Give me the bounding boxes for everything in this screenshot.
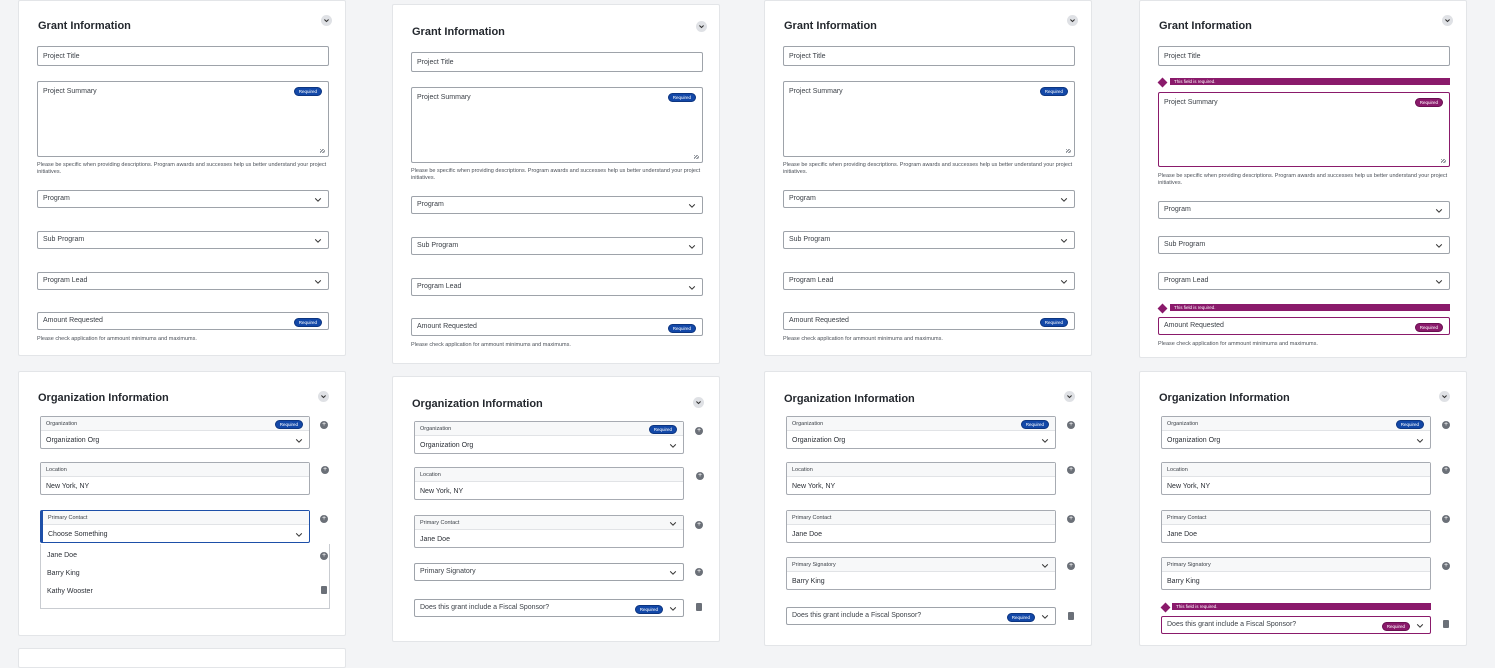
program-label: Program (789, 195, 816, 202)
organization-select[interactable] (40, 416, 310, 449)
program-lead-label: Program Lead (417, 283, 462, 290)
primary-contact-select[interactable] (786, 510, 1056, 543)
sub-program-label: Sub Program (1164, 241, 1206, 248)
location-input[interactable] (786, 462, 1056, 495)
project-summary-textarea[interactable] (783, 81, 1075, 157)
collapse-chevron-icon[interactable] (1439, 391, 1450, 402)
collapse-chevron-icon[interactable] (1442, 15, 1453, 26)
variant-column-2 (392, 0, 720, 654)
add-organization-icon[interactable]: + (1443, 421, 1449, 428)
primary-contact-select-open[interactable] (40, 510, 310, 543)
organization-label: Organization (1167, 421, 1199, 427)
card-title: Grant Information (412, 26, 505, 38)
program-select[interactable] (1158, 201, 1450, 219)
add-location-icon[interactable]: + (322, 466, 328, 473)
chevron-down-icon (688, 243, 696, 251)
primary-contact-label: Primary Contact (1167, 515, 1207, 521)
required-badge: Required (635, 605, 663, 614)
program-label: Program (1164, 206, 1191, 213)
organization-information-card (764, 371, 1092, 646)
required-badge: Required (649, 425, 677, 434)
next-card (18, 648, 346, 668)
program-lead-select[interactable] (411, 278, 703, 296)
project-title-input[interactable] (783, 46, 1075, 66)
program-lead-label: Program Lead (43, 277, 88, 284)
amount-requested-input[interactable] (783, 312, 1075, 330)
amount-help-text: Please check application for ammount minimums and maximums. (37, 336, 197, 342)
program-select[interactable] (783, 190, 1075, 208)
project-title-input[interactable] (411, 52, 703, 72)
organization-label: Organization (420, 426, 452, 432)
location-label: Location (1167, 467, 1188, 473)
collapse-chevron-icon[interactable] (318, 391, 329, 402)
primary-contact-value: Jane Doe (792, 531, 822, 538)
chevron-down-icon (669, 520, 677, 528)
sub-program-label: Sub Program (417, 242, 459, 249)
add-organization-icon[interactable]: + (321, 421, 327, 428)
required-badge: Required (1040, 318, 1068, 327)
required-badge: Required (1007, 613, 1035, 622)
sub-program-label: Sub Program (789, 236, 831, 243)
required-badge: Required (668, 324, 696, 333)
required-badge: Required (1396, 420, 1424, 429)
project-summary-label: Project Summary (43, 88, 97, 95)
organization-information-card (392, 376, 720, 642)
primary-contact-dropdown (40, 544, 330, 609)
program-lead-select[interactable] (783, 272, 1075, 290)
organization-value: Organization Org (1167, 437, 1221, 444)
chevron-down-icon (314, 278, 322, 286)
grant-information-card (392, 4, 720, 364)
organization-information-card (1139, 371, 1467, 646)
program-label: Program (417, 201, 444, 208)
variant-column-3 (764, 0, 1092, 654)
primary-contact-label: Primary Contact (48, 515, 88, 521)
program-select[interactable] (411, 196, 703, 214)
chevron-down-icon (1416, 622, 1424, 630)
location-label: Location (420, 472, 441, 478)
required-badge-error: Required (1382, 622, 1410, 631)
add-location-icon[interactable]: + (1443, 466, 1449, 473)
resize-handle-icon[interactable] (320, 149, 325, 153)
document-icon[interactable] (696, 603, 702, 611)
sub-program-select[interactable] (1158, 236, 1450, 254)
organization-select[interactable] (414, 421, 684, 454)
program-lead-select[interactable] (1158, 272, 1450, 290)
amount-requested-label: Amount Requested (789, 317, 849, 324)
variant-column-1 (18, 0, 346, 654)
required-badge: Required (1021, 420, 1049, 429)
organization-label: Organization (792, 421, 824, 427)
add-contact-icon[interactable]: + (1443, 515, 1449, 522)
organization-label: Organization (46, 421, 78, 427)
chevron-down-icon (1041, 437, 1049, 445)
sub-program-select[interactable] (783, 231, 1075, 249)
location-input[interactable] (1161, 462, 1431, 495)
location-value: New York, NY (792, 483, 836, 490)
amount-help-text: Please check application for ammount minimums and maximums. (411, 342, 571, 348)
project-summary-label: Project Summary (417, 94, 471, 101)
primary-signatory-label: Primary Signatory (1167, 562, 1211, 568)
fiscal-sponsor-select[interactable] (786, 607, 1056, 625)
chevron-down-icon (314, 237, 322, 245)
required-badge: Required (668, 93, 696, 102)
card-title: Grant Information (784, 20, 877, 32)
fiscal-sponsor-label: Does this grant include a Fiscal Sponsor? (1167, 621, 1297, 628)
primary-contact-select[interactable] (1161, 510, 1431, 543)
location-label: Location (46, 467, 67, 473)
project-summary-label: Project Summary (1164, 99, 1218, 106)
resize-handle-icon[interactable] (1066, 149, 1071, 153)
chevron-down-icon (295, 437, 303, 445)
chevron-down-icon (1041, 613, 1049, 621)
chevron-down-icon (1435, 207, 1443, 215)
primary-contact-label: Primary Contact (792, 515, 832, 521)
error-message: This field is required. (1172, 603, 1431, 610)
project-title-label: Project Title (43, 53, 80, 60)
program-select[interactable] (37, 190, 329, 208)
chevron-down-icon (1435, 278, 1443, 286)
location-label: Location (792, 467, 813, 473)
chevron-down-icon (1435, 242, 1443, 250)
add-signatory-icon[interactable]: + (696, 568, 702, 575)
summary-help-text: Please be specific when providing descriptions. Program awards and successes help us better understand your project initiatives. (1158, 173, 1448, 186)
collapse-chevron-icon[interactable] (1067, 15, 1078, 26)
sub-program-label: Sub Program (43, 236, 85, 243)
add-signatory-icon[interactable]: + (1443, 562, 1449, 569)
amount-help-text: Please check application for ammount minimums and maximums. (783, 336, 943, 342)
primary-signatory-select[interactable] (1161, 557, 1431, 590)
collapse-chevron-icon[interactable] (696, 21, 707, 32)
amount-requested-label: Amount Requested (417, 323, 477, 330)
error-icon (1158, 304, 1168, 314)
card-title: Organization Information (1159, 392, 1290, 404)
program-label: Program (43, 195, 70, 202)
location-value: New York, NY (420, 488, 464, 495)
project-summary-textarea[interactable] (411, 87, 703, 163)
grant-information-card (1139, 0, 1467, 358)
chevron-down-icon (688, 284, 696, 292)
required-badge: Required (294, 87, 322, 96)
add-organization-icon[interactable]: + (1068, 421, 1074, 428)
summary-help-text: Please be specific when providing descriptions. Program awards and successes help us better understand your project initiatives. (783, 162, 1073, 175)
card-title: Grant Information (38, 20, 131, 32)
project-title-label: Project Title (789, 53, 826, 60)
chevron-down-icon (314, 196, 322, 204)
location-value: New York, NY (1167, 483, 1211, 490)
card-title: Organization Information (412, 398, 543, 410)
grant-information-card (764, 0, 1092, 356)
amount-requested-label: Amount Requested (43, 317, 103, 324)
amount-help-text: Please check application for ammount minimums and maximums. (1158, 341, 1318, 347)
chevron-down-icon (295, 531, 303, 539)
primary-signatory-select[interactable] (786, 557, 1056, 590)
organization-value: Organization Org (420, 442, 474, 449)
project-title-input[interactable] (37, 46, 329, 66)
add-signatory-icon[interactable]: + (321, 552, 327, 559)
add-contact-icon[interactable]: + (696, 521, 702, 528)
primary-signatory-label: Primary Signatory (792, 562, 836, 568)
required-badge: Required (294, 318, 322, 327)
dropdown-option[interactable]: Jane Doe (47, 552, 77, 559)
chevron-down-icon (1060, 237, 1068, 245)
document-icon[interactable] (1068, 612, 1074, 620)
primary-contact-value: Jane Doe (420, 536, 450, 543)
card-title: Organization Information (38, 392, 169, 404)
chevron-down-icon (1416, 437, 1424, 445)
card-title: Grant Information (1159, 20, 1252, 32)
fiscal-sponsor-select[interactable] (414, 599, 684, 617)
primary-contact-placeholder: Choose Something (48, 531, 108, 538)
location-value: New York, NY (46, 483, 90, 490)
organization-value: Organization Org (792, 437, 846, 444)
primary-signatory-label: Primary Signatory (420, 568, 476, 575)
dropdown-option[interactable]: Barry King (47, 570, 80, 577)
required-badge: Required (275, 420, 303, 429)
program-lead-select[interactable] (37, 272, 329, 290)
resize-handle-icon[interactable] (1441, 159, 1446, 163)
organization-information-card (18, 371, 346, 636)
add-organization-icon[interactable]: + (696, 427, 702, 434)
grant-information-card (18, 0, 346, 356)
add-contact-icon[interactable]: + (321, 515, 327, 522)
dropdown-option[interactable]: Kathy Wooster (47, 588, 93, 595)
project-title-label: Project Title (417, 59, 454, 66)
required-badge-error: Required (1415, 98, 1443, 107)
chevron-down-icon (1041, 562, 1049, 570)
required-badge-error: Required (1415, 323, 1443, 332)
collapse-chevron-icon[interactable] (1064, 391, 1075, 402)
error-message: This field is required. (1170, 304, 1450, 311)
program-lead-label: Program Lead (1164, 277, 1209, 284)
chevron-down-icon (669, 442, 677, 450)
chevron-down-icon (688, 202, 696, 210)
error-icon (1161, 603, 1171, 613)
document-icon[interactable] (1443, 620, 1449, 628)
error-message: This field is required. (1170, 78, 1450, 85)
fiscal-sponsor-select-error[interactable] (1161, 616, 1431, 634)
project-title-label: Project Title (1164, 53, 1201, 60)
primary-contact-value: Jane Doe (1167, 531, 1197, 538)
organization-value: Organization Org (46, 437, 100, 444)
location-input[interactable] (414, 467, 684, 500)
collapse-chevron-icon[interactable] (693, 397, 704, 408)
sub-program-select[interactable] (411, 237, 703, 255)
fiscal-sponsor-label: Does this grant include a Fiscal Sponsor? (792, 612, 922, 619)
organization-select[interactable] (1161, 416, 1431, 449)
sub-program-select[interactable] (37, 231, 329, 249)
add-contact-icon[interactable]: + (1068, 515, 1074, 522)
chevron-down-icon (1060, 278, 1068, 286)
resize-handle-icon[interactable] (694, 155, 699, 159)
location-input[interactable] (40, 462, 310, 495)
chevron-down-icon (669, 605, 677, 613)
fiscal-sponsor-label: Does this grant include a Fiscal Sponsor? (420, 604, 550, 611)
primary-contact-label: Primary Contact (420, 520, 460, 526)
organization-select[interactable] (786, 416, 1056, 449)
error-icon (1158, 78, 1168, 88)
amount-requested-input-error[interactable] (1158, 317, 1450, 335)
primary-signatory-value: Barry King (1167, 578, 1200, 585)
project-summary-label: Project Summary (789, 88, 843, 95)
required-badge: Required (1040, 87, 1068, 96)
project-title-input[interactable] (1158, 46, 1450, 66)
amount-requested-input[interactable] (37, 312, 329, 330)
program-lead-label: Program Lead (789, 277, 834, 284)
project-summary-textarea[interactable] (37, 81, 329, 157)
variant-column-4-errors (1139, 0, 1467, 654)
chevron-down-icon (669, 569, 677, 577)
primary-signatory-value: Barry King (792, 578, 825, 585)
add-location-icon[interactable]: + (697, 472, 703, 479)
primary-contact-select[interactable] (414, 515, 684, 548)
add-signatory-icon[interactable]: + (1068, 562, 1074, 569)
document-icon[interactable] (321, 586, 327, 594)
chevron-down-icon (1060, 196, 1068, 204)
amount-requested-input[interactable] (411, 318, 703, 336)
summary-help-text: Please be specific when providing descriptions. Program awards and successes help us better understand your project initiatives. (37, 162, 327, 175)
add-location-icon[interactable]: + (1068, 466, 1074, 473)
primary-signatory-select[interactable] (414, 563, 684, 581)
card-title: Organization Information (784, 393, 915, 405)
collapse-chevron-icon[interactable] (321, 15, 332, 26)
summary-help-text: Please be specific when providing descriptions. Program awards and successes help us better understand your project initiatives. (411, 168, 701, 181)
project-summary-textarea-error[interactable] (1158, 92, 1450, 167)
amount-requested-label: Amount Requested (1164, 322, 1224, 329)
